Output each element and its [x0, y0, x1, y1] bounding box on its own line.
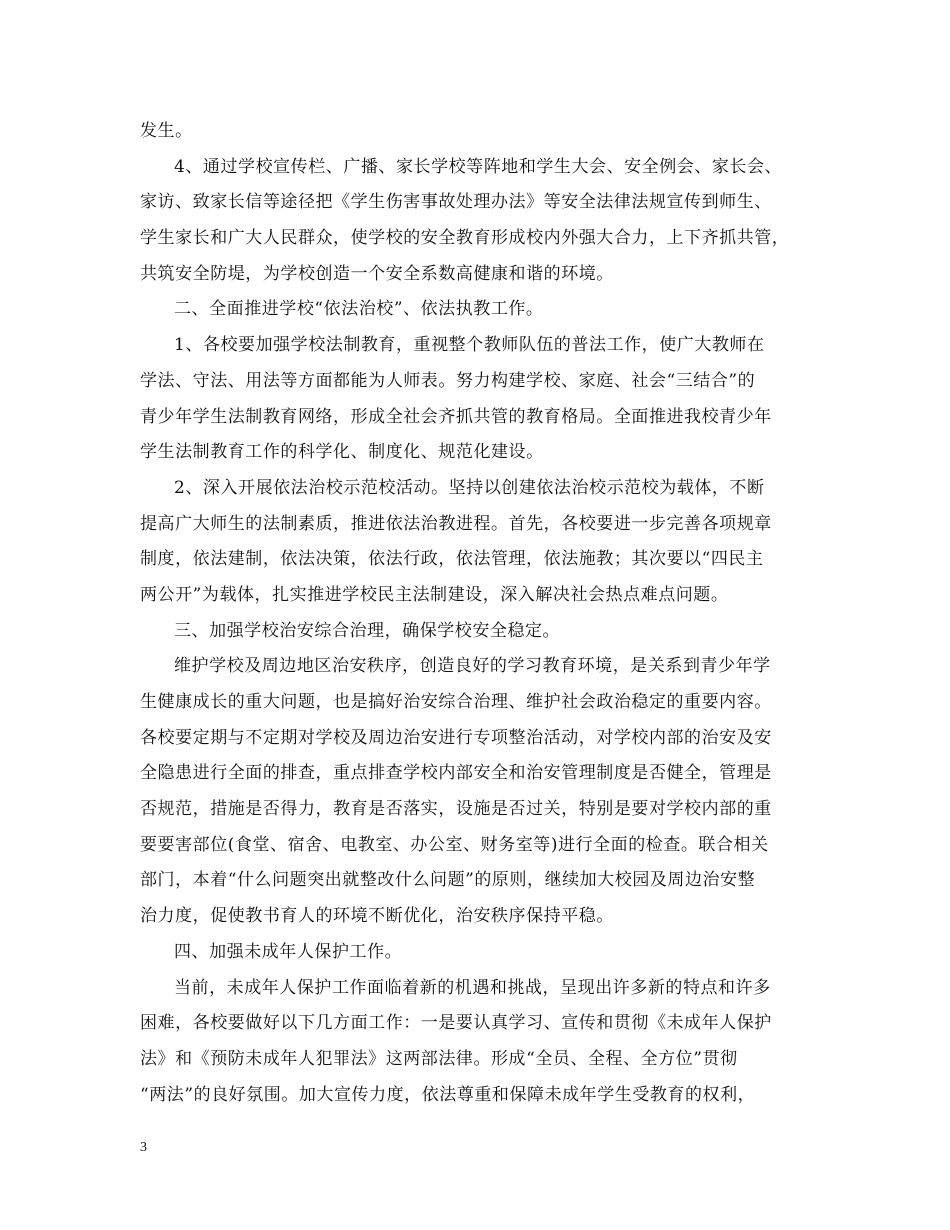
text-line: 学法、守法、用法等方面都能为人师表。努力构建学校、家庭、社会“三结合”的	[140, 370, 756, 391]
text-line: 困难，各校要做好以下几方面工作：一是要认真学习、宣传和贯彻《未成年人保护	[140, 1013, 772, 1034]
text-line: 二、全面推进学校“依法治校”、依法执教工作。	[174, 299, 544, 320]
text-line: 维护学校及周边地区治安秩序，创造良好的学习教育环境，是关系到青少年学	[174, 656, 771, 677]
text-line: 学生家长和广大人民群众，使学校的安全教育形成校内外强大合力，上下齐抓共管，	[140, 228, 790, 249]
text-line: 部门，本着“什么问题突出就整改什么问题”的原则，继续加大校园及周边治安整	[140, 870, 756, 891]
text-line: 两公开”为载体，扎实推进学校民主法制建设，深入解决社会热点难点问题。	[140, 584, 729, 605]
text-line: 提高广大师生的法制素质，推进依法治教进程。首先，各校要进一步完善各项规章	[140, 513, 772, 534]
text-line: 1、各校要加强学校法制教育，重视整个教师队伍的普法工作，使广大教师在	[174, 335, 765, 356]
document-body	[140, 114, 820, 1113]
text-line: 要要害部位(食堂、宿舍、电教室、办公室、财务室等)进行全面的检查。联合相关	[140, 834, 769, 855]
text-line: 2、深入开展依法治校示范校活动。坚持以创建依法治校示范校为载体，不断	[174, 477, 765, 498]
text-line: 法》和《预防未成年人犯罪法》这两部法律。形成“全员、全程、全方位”贯彻	[140, 1048, 738, 1069]
text-line: 三、加强学校治安综合治理，确保学校安全稳定。	[174, 620, 561, 641]
text-line: 各校要定期与不定期对学校及周边治安进行专项整治活动，对学校内部的治安及安	[140, 727, 772, 748]
text-line: 4、通过学校宣传栏、广播、家长学校等阵地和学生大会、安全例会、家长会、	[174, 156, 783, 177]
text-line: 共筑安全防堤，为学校创造一个安全系数高健康和谐的环境。	[140, 263, 614, 284]
page-number: 3	[140, 1140, 147, 1155]
text-line: 家访、致家长信等途径把《学生伤害事故处理办法》等安全法律法规宣传到师生、	[140, 192, 772, 213]
text-line: 当前，未成年人保护工作面临着新的机遇和挑战，呈现出许多新的特点和许多	[174, 977, 771, 998]
text-line: 青少年学生法制教育网络，形成全社会齐抓共管的教育格局。全面推进我校青少年	[140, 406, 772, 427]
text-line: 四、加强未成年人保护工作。	[174, 941, 403, 962]
text-line: 否规范，措施是否得力，教育是否落实，设施是否过关，特别是要对学校内部的重	[140, 799, 772, 820]
text-line: 制度，依法建制，依法决策，依法行政，依法管理，依法施教；其次要以“四民主	[140, 549, 764, 570]
text-line: 生健康成长的重大问题，也是搞好治安综合治理、维护社会政治稳定的重要内容。	[140, 692, 772, 712]
text-line: 学生法制教育工作的科学化、制度化、规范化建设。	[140, 442, 544, 463]
text-line: 全隐患进行全面的排查，重点排查学校内部安全和治安管理制度是否健全，管理是	[140, 763, 772, 784]
text-line: 治力度，促使教书育人的环境不断优化，治安秩序保持平稳。	[140, 906, 614, 927]
text-line: “两法”的良好氛围。加大宣传力度，依法尊重和保障未成年学生受教育的权利，	[140, 1084, 756, 1105]
text-line: 发生。	[140, 121, 193, 141]
